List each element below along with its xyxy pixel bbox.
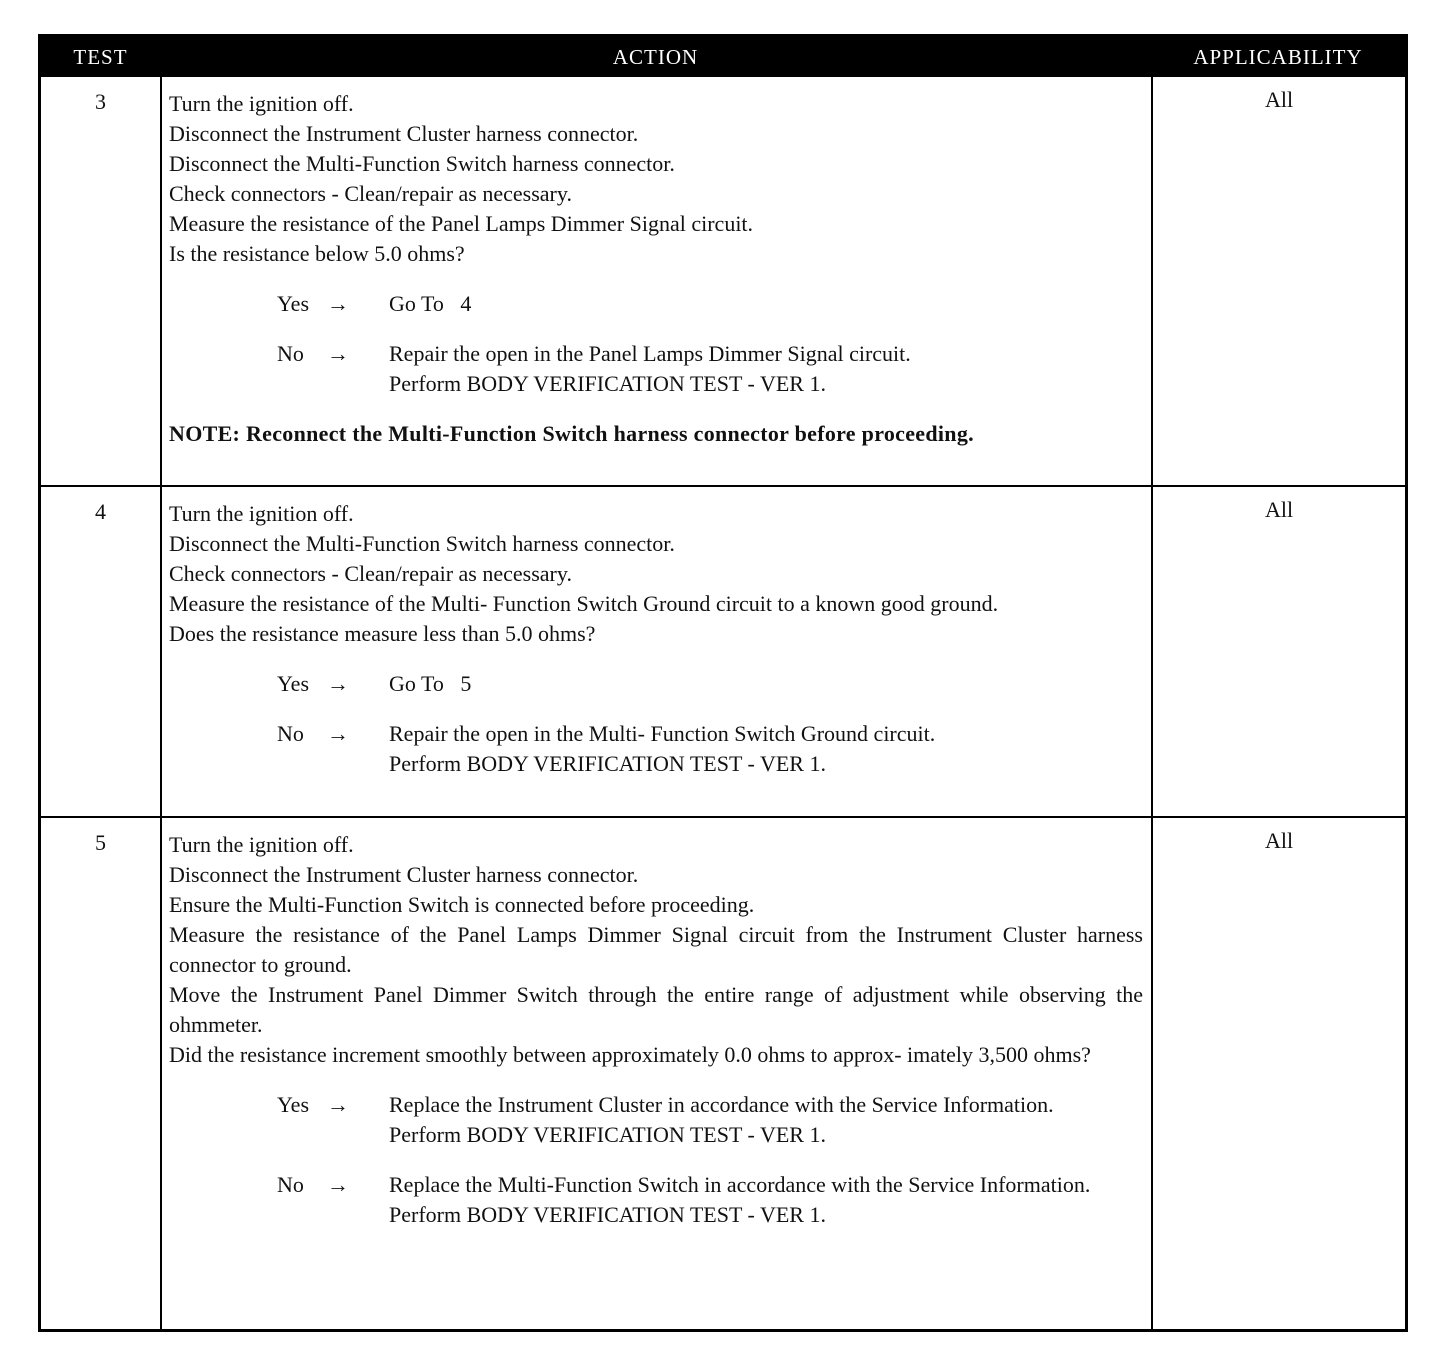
action-line: Turn the ignition off. <box>169 832 354 857</box>
no-text: Perform BODY VERIFICATION TEST - VER 1. <box>389 371 826 396</box>
test-number: 3 <box>95 89 106 114</box>
no-text: Repair the open in the Panel Lamps Dimmer Signal circuit. <box>389 341 911 366</box>
yes-text: Perform BODY VERIFICATION TEST - VER 1. <box>389 1122 826 1147</box>
test-number: 4 <box>95 499 106 524</box>
arrow-icon: → <box>327 721 349 746</box>
no-response <box>169 339 1143 399</box>
action-line: Measure the resistance of the Panel Lamps Dimmer Signal circuit from the Instrument Cluster harness connector to ground. <box>169 922 1143 977</box>
action-line: Measure the resistance of the Panel Lamps Dimmer Signal circuit. <box>169 211 754 236</box>
yes-label: Yes <box>277 1092 310 1117</box>
yes-response <box>169 1090 1143 1150</box>
action-line: Disconnect the Multi-Function Switch harness connector. <box>169 531 675 556</box>
applicability-value: All <box>1264 87 1294 112</box>
table-row <box>41 77 1405 485</box>
action-line: Disconnect the Instrument Cluster harness connector. <box>169 121 639 146</box>
action-line: Did the resistance increment smoothly between approximately 0.0 ohms to approx- imately 3,500 ohms? <box>169 1042 1091 1067</box>
yes-label: Yes <box>277 671 310 696</box>
no-response <box>169 719 1143 779</box>
note-text: NOTE: Reconnect the Multi-Function Switch harness connector before proceeding. <box>169 421 974 446</box>
action-line: Disconnect the Multi-Function Switch harness connector. <box>169 151 675 176</box>
header-test: TEST <box>73 45 128 69</box>
header-action: ACTION <box>612 45 699 69</box>
yes-text: Go To 4 <box>389 291 472 316</box>
action-line: Turn the ignition off. <box>169 91 354 116</box>
no-label: No <box>277 1172 304 1197</box>
no-text: Perform BODY VERIFICATION TEST - VER 1. <box>389 1202 826 1227</box>
no-text: Repair the open in the Multi- Function Switch Ground circuit. <box>389 721 936 746</box>
header-applicability: APPLICABILITY <box>1193 45 1363 69</box>
no-label: No <box>277 341 304 366</box>
table-row <box>41 487 1405 816</box>
action-line: Turn the ignition off. <box>169 501 354 526</box>
table-row <box>41 818 1405 1329</box>
applicability-value: All <box>1264 497 1294 522</box>
diagnostic-table <box>38 34 1408 1332</box>
action-cell <box>169 89 1143 449</box>
action-line: Measure the resistance of the Multi- Function Switch Ground circuit to a known good ground. <box>169 591 999 616</box>
action-line: Disconnect the Instrument Cluster harness connector. <box>169 862 639 887</box>
action-line: Is the resistance below 5.0 ohms? <box>169 241 465 266</box>
test-number: 5 <box>95 830 106 855</box>
arrow-icon: → <box>327 671 349 696</box>
yes-label: Yes <box>277 291 310 316</box>
yes-response <box>169 289 1143 319</box>
no-text: Replace the Multi-Function Switch in accordance with the Service Information. <box>389 1172 1091 1197</box>
action-line: Check connectors - Clean/repair as necessary. <box>169 561 572 586</box>
table-header <box>41 37 1405 77</box>
action-line: Ensure the Multi-Function Switch is connected before proceeding. <box>169 892 755 917</box>
yes-response <box>169 669 1143 699</box>
no-response <box>169 1170 1143 1230</box>
yes-text: Go To 5 <box>389 671 472 696</box>
action-cell <box>169 830 1143 1230</box>
no-text: Perform BODY VERIFICATION TEST - VER 1. <box>389 751 826 776</box>
arrow-icon: → <box>327 1092 349 1117</box>
yes-text: Replace the Instrument Cluster in accordance with the Service Information. <box>389 1092 1054 1117</box>
action-line: Move the Instrument Panel Dimmer Switch through the entire range of adjustment while observing the ohmmeter. <box>169 982 1143 1037</box>
arrow-icon: → <box>327 341 349 366</box>
action-line: Does the resistance measure less than 5.0 ohms? <box>169 621 596 646</box>
arrow-icon: → <box>327 1172 349 1197</box>
action-line: Check connectors - Clean/repair as necessary. <box>169 181 572 206</box>
no-label: No <box>277 721 304 746</box>
applicability-value: All <box>1264 828 1294 853</box>
arrow-icon: → <box>327 291 349 316</box>
action-cell <box>169 499 1143 779</box>
